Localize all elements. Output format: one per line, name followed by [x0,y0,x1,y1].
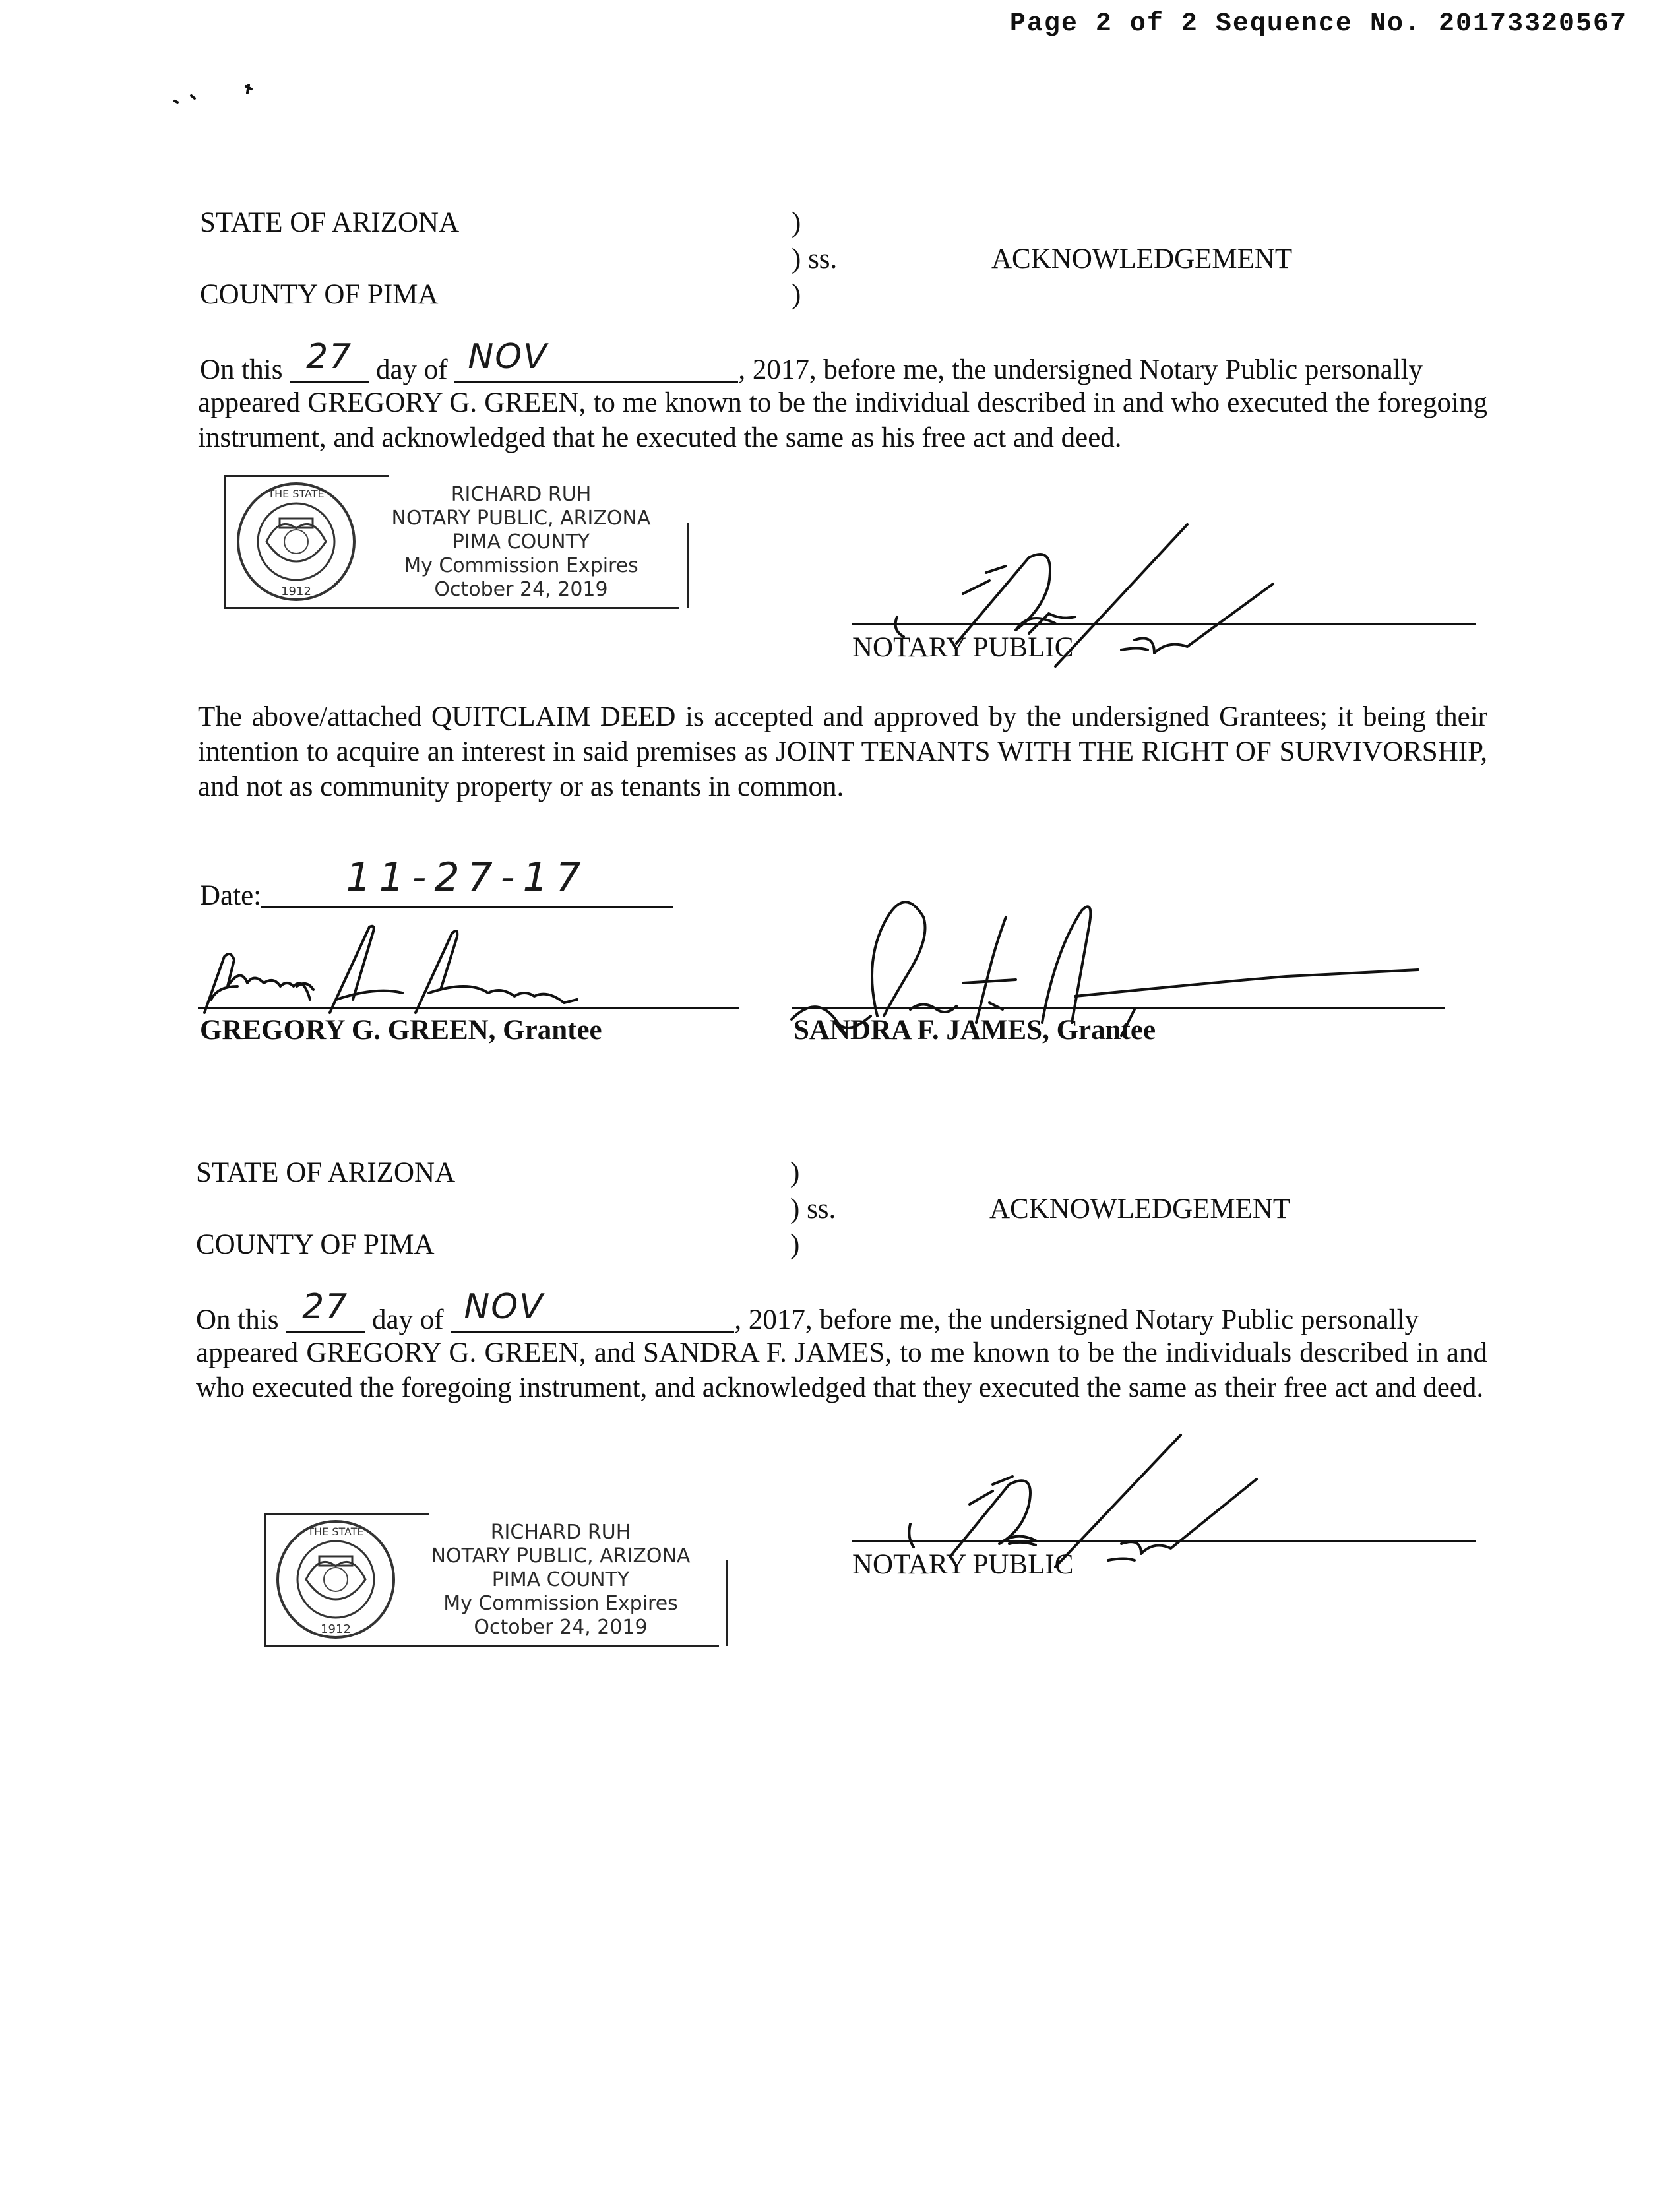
stamp-border [264,1513,429,1515]
month-blank [454,337,738,383]
day-blank [286,1287,365,1333]
ack1-paren-bottom: ) [792,279,801,310]
stamp-expiry: October 24, 2019 [434,578,608,601]
great-seal-of-arizona-icon [273,1517,398,1642]
scan-specks [168,76,267,109]
ack1-paren-top: ) [792,207,801,238]
ack2-title: ACKNOWLEDGEMENT [989,1193,1291,1224]
stamp-border [687,523,689,608]
ack2-body: appeared GREGORY G. GREEN, and SANDRA F. JAMES, to me known to be the individuals described in and who executed the foregoing instrument, and acknowledged that they executed the same as their free act and deed. [196,1337,1487,1403]
stamp-border [264,1645,719,1647]
day-of-label: day of [375,354,448,385]
on-this-label: On this [200,354,283,385]
ack1-county: COUNTY OF PIMA [200,279,439,310]
svg-text:THE STATE: THE STATE [268,488,325,500]
day-handwritten: 27 [302,1287,349,1327]
stamp-commission: My Commission Expires [404,554,638,577]
grantee2-name: SANDRA F. JAMES, Grantee [793,1015,1156,1046]
ack1-state: STATE OF ARIZONA [200,207,460,238]
stamp-text [363,483,679,602]
ack1-title: ACKNOWLEDGEMENT [991,243,1293,274]
date-handwritten: 11-27-17 [346,854,589,901]
stamp-notary-name: RICHARD RUH [451,483,592,506]
stamp-title: NOTARY PUBLIC, ARIZONA [431,1544,691,1568]
date-row [200,854,673,911]
ack1-rest-line1: , 2017, before me, the undersigned Notary Public personally [738,354,1423,385]
notary-stamp-1 [224,470,679,615]
ack2-paren-bottom: ) [790,1229,800,1260]
ack1-date-line [200,337,1423,385]
svg-text:1912: 1912 [321,1622,351,1636]
ack2-date-line [196,1287,1419,1335]
notary-signature-line-1 [852,623,1476,625]
ack2-rest-line1: , 2017, before me, the undersigned Notary Public personally [734,1304,1419,1335]
stamp-text [402,1521,719,1639]
grantee1-signature [198,920,712,1019]
stamp-border [224,475,389,477]
stamp-notary-name: RICHARD RUH [490,1521,631,1544]
day-of-label: day of [371,1304,444,1335]
ack1-ss: ) ss. [792,243,838,274]
ack2-ss: ) ss. [790,1193,836,1224]
day-blank [290,337,369,383]
month-blank [451,1287,734,1333]
great-seal-of-arizona-icon [233,479,359,604]
stamp-county: PIMA COUNTY [491,1568,630,1591]
date-label: Date: [200,880,262,911]
ack2-state: STATE OF ARIZONA [196,1157,456,1188]
month-handwritten: NOV [464,1287,544,1327]
stamp-county: PIMA COUNTY [452,530,590,554]
stamp-title: NOTARY PUBLIC, ARIZONA [391,507,651,530]
notary-signature-line-2 [852,1540,1476,1542]
ack1-body: appeared GREGORY G. GREEN, to me known to be the individual described in and who executed the foregoing instrument, and acknowledged that he executed the same as his free act and deed. [198,387,1487,453]
grantee1-name: GREGORY G. GREEN, Grantee [200,1015,602,1046]
ack2-county: COUNTY OF PIMA [196,1229,435,1260]
stamp-border [224,607,679,609]
grantee2-signature-line [792,1007,1445,1009]
month-handwritten: NOV [468,337,548,377]
svg-text:THE STATE: THE STATE [307,1525,364,1538]
day-handwritten: 27 [306,337,353,377]
page-sequence-header: Page 2 of 2 Sequence No. 20173320567 [1009,9,1627,39]
stamp-border [726,1560,728,1646]
on-this-label: On this [196,1304,279,1335]
date-blank [261,854,673,908]
ack2-notary-label: NOTARY PUBLIC [852,1549,1074,1580]
stamp-border [264,1513,266,1645]
stamp-expiry: October 24, 2019 [474,1616,648,1639]
stamp-border [224,475,226,607]
stamp-commission: My Commission Expires [443,1592,678,1615]
svg-text:1912: 1912 [281,585,311,598]
grantee1-signature-line [198,1007,739,1009]
acceptance-text: The above/attached QUITCLAIM DEED is accepted and approved by the undersigned Grantees; it being their intention to acquire an interest in said premises as JOINT TENANTS WITH THE RIGHT OF SURVIVORSHIP, and not as community property or as tenants in common. [198,701,1487,802]
ack2-paren-top: ) [790,1157,800,1188]
notary-stamp-2 [264,1508,719,1653]
ack1-notary-label: NOTARY PUBLIC [852,632,1074,663]
